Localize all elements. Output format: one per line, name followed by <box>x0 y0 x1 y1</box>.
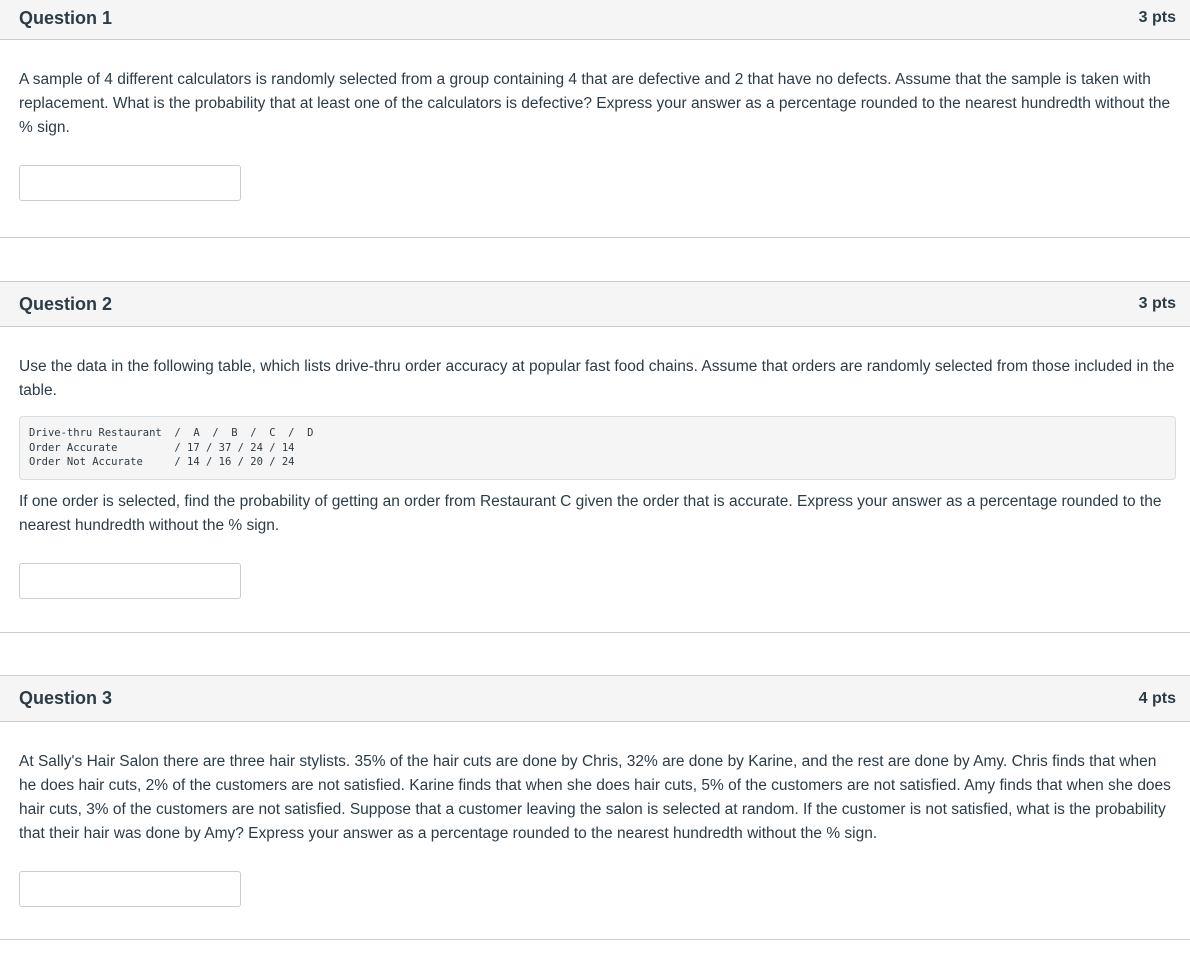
question-intro: Use the data in the following table, which lists drive-thru order accuracy at popular fast food chains. Assume that orders are randomly selected from those included in the table. <box>19 358 1175 399</box>
question-text: If one order is selected, find the probability of getting an order from Restaurant C given the order that is accurate. Express your answer as a percentage rounded to the nearest hundredth without the % sign. <box>19 493 1162 534</box>
question-header <box>0 0 1190 40</box>
question-2 <box>0 281 1190 633</box>
table-row: Order Not Accurate / 14 / 16 / 20 / 24 <box>29 456 295 468</box>
question-header <box>0 675 1190 722</box>
answer-input[interactable] <box>19 165 241 201</box>
question-body <box>0 750 1190 907</box>
question-body <box>0 68 1190 201</box>
question-title: Question 3 <box>19 688 113 708</box>
question-body <box>0 355 1190 599</box>
question-1 <box>0 0 1190 238</box>
question-text: At Sally's Hair Salon there are three hair stylists. 35% of the hair cuts are done by Chris, 32% are done by Karine, and the rest are done by Amy. Chris finds that when he does hair cuts, 2% of the customers are not satisfied. Karine finds that when she does hair cuts, 5% of the customers are not satisfied. Amy finds that when she does hair cuts, 3% of the customers are not satisfied. Suppose that a customer leaving the salon is selected at random. If the customer is not satisfied, what is the probability that their hair was done by Amy? Express your answer as a percentage rounded to the nearest hundredth without the % sign. <box>19 753 1171 842</box>
data-table <box>19 416 1176 480</box>
question-title: Question 2 <box>19 293 113 314</box>
question-text: A sample of 4 different calculators is randomly selected from a group containing 4 that are defective and 2 that have no defects. Assume that the sample is taken with replacement. What is the probability that at least one of the calculators is defective? Express your answer as a percentage rounded to the nearest hundredth without the % sign. <box>19 71 1171 136</box>
question-title: Question 1 <box>19 7 113 28</box>
question-points: 4 pts <box>1138 689 1176 707</box>
question-points: 3 pts <box>1138 295 1176 312</box>
answer-input[interactable] <box>19 563 241 599</box>
table-row: Order Accurate / 17 / 37 / 24 / 14 <box>29 441 295 454</box>
question-header <box>0 281 1190 327</box>
answer-input[interactable] <box>19 871 241 907</box>
table-row: Drive-thru Restaurant / A / B / C / D <box>29 427 314 439</box>
question-points: 3 pts <box>1138 9 1176 26</box>
question-3 <box>0 675 1190 940</box>
